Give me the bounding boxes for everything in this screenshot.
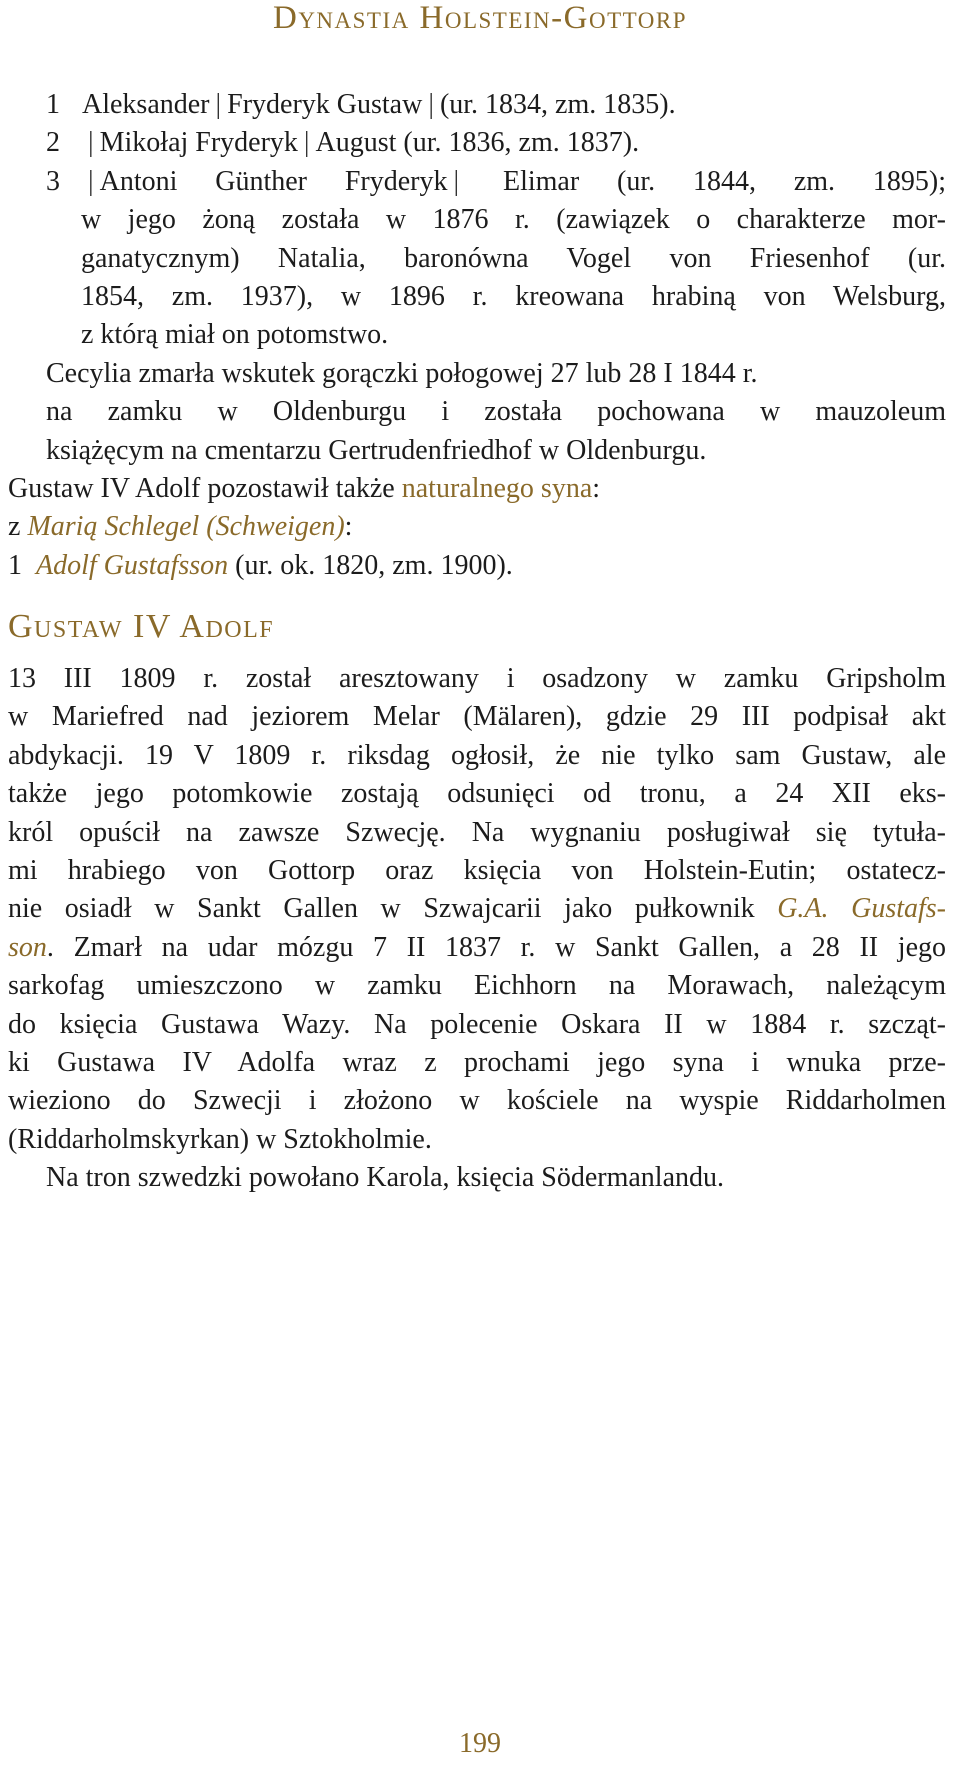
running-head: Dynastia Holstein-Gottorp	[272, 0, 688, 36]
paragraph-line: w Mariefred nad jeziorem Melar (Mälaren), gdzie 29 III podpisał akt	[8, 701, 946, 733]
divider: |	[88, 127, 94, 159]
cecylia-note-line: książęcym na cmentarzu Gertrudenfriedhof w Oldenburgu.	[46, 434, 707, 466]
list-item: 3 | Antoni Günther Fryderyk | Elimar (ur. 1844, zm. 1895);	[46, 165, 946, 197]
paragraph-line: wieziono do Szwecji i złożono w kościele na wyspie Riddarholmen	[8, 1085, 946, 1117]
cecylia-note-line: Cecylia zmarła wskutek gorączki połogowej 27 lub 28 I 1844 r.	[46, 357, 758, 389]
list-item: 1 Aleksander | Fryderyk Gustaw | (ur. 1834, zm. 1835).	[46, 89, 676, 120]
list-item-continuation: z którą miał on potomstwo.	[81, 319, 389, 351]
list-item-continuation: w jego żoną została w 1876 r. (zawiązek o charakterze mor-	[81, 204, 946, 236]
paragraph-line: do księcia Gustawa Wazy. Na polecenie Oskara II w 1884 r. szcząt-	[8, 1008, 946, 1040]
paragraph-line: (Riddarholmskyrkan) w Sztokholmie.	[8, 1123, 432, 1155]
paragraph-line: król opuścił na zawsze Szwecję. Na wygnaniu posługiwał się tytuła-	[8, 816, 946, 848]
cecylia-note-line: na zamku w Oldenburgu i została pochowana w mauzoleum	[46, 396, 946, 428]
divider: |	[453, 165, 460, 197]
divider: |	[88, 165, 94, 197]
natural-son-intro: Gustaw IV Adolf pozostawił także naturalnego syna:	[8, 473, 601, 504]
children-list	[46, 86, 946, 470]
paragraph-line: son. Zmarł na udar mózgu 7 II 1837 r. w Sankt Gallen, a 28 II jego	[8, 931, 946, 963]
divider: |	[215, 89, 222, 120]
closing-paragraph: Na tron szwedzki powołano Karola, księcia Södermanlandu.	[46, 1162, 725, 1194]
list-item: 2 | Mikołaj Fryderyk | August (ur. 1836, zm. 1837).	[46, 127, 640, 159]
paragraph-line: abdykacji. 19 V 1809 r. riksdag ogłosił, że nie tylko sam Gustaw, ale	[8, 739, 946, 771]
paragraph-line: nie osiadł w Sankt Gallen w Szwajcarii jako pułkownik G.A. Gustafs-	[8, 893, 946, 925]
paragraph-line: 13 III 1809 r. został aresztowany i osadzony w zamku Gripsholm	[8, 663, 946, 694]
paragraph-line: ki Gustawa IV Adolfa wraz z prochami jego syna i wnuka prze-	[8, 1046, 946, 1078]
natural-son-mother: z Marią Schlegel (Schweigen):	[8, 511, 353, 543]
natural-son-entry: 1 Adolf Gustafsson (ur. ok. 1820, zm. 1900).	[8, 549, 513, 581]
paragraph-line: także jego potomkowie zostają odsunięci od tronu, a 24 XII eks-	[8, 778, 946, 810]
divider: |	[428, 89, 434, 120]
paragraph-line: mi hrabiego von Gottorp oraz księcia von Holstein-Eutin; ostatecz-	[8, 854, 946, 886]
list-item-continuation: 1854, zm. 1937), w 1896 r. kreowana hrabiną von Welsburg,	[81, 280, 946, 312]
natural-son-block	[8, 470, 946, 585]
divider: |	[303, 127, 310, 159]
main-text	[8, 660, 946, 1197]
list-item-continuation: ganatycznym) Natalia, baronówna Vogel von Friesenhof (ur.	[81, 242, 946, 274]
paragraph-line: sarkofag umieszczono w zamku Eichhorn na Morawach, należącym	[8, 970, 946, 1002]
section-title: Gustaw IV Adolf	[8, 608, 275, 645]
page-number: 199	[459, 1728, 501, 1759]
